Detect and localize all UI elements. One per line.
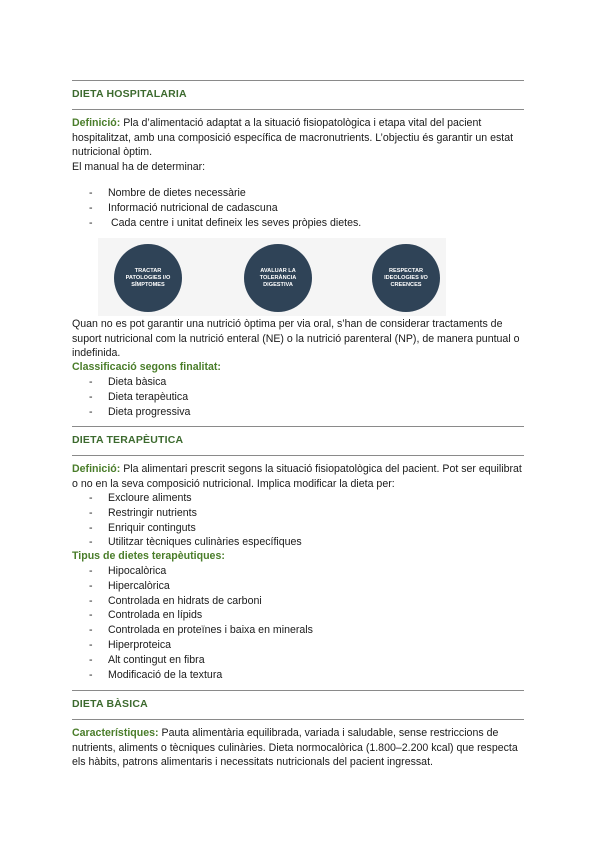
manual-intro: El manual ha de determinar: [72,161,206,173]
modify-list [72,491,302,550]
section-divider [72,80,524,81]
objective-circle: TRACTAR PATOLOGIES I/O SÍMPTOMES [114,244,182,312]
list-item: - Hipocalòrica [89,565,167,577]
section-divider [72,719,524,720]
objective-circle: RESPECTAR IDEOLOGIES I/O CREENCES [372,244,440,312]
list-item: - Dieta terapèutica [89,390,189,403]
section-title-dieta-basica: DIETA BÀSICA [72,698,148,710]
types-label: Tipus de dietes terapèutiques: [72,550,225,562]
characteristics-paragraph [72,726,524,770]
list-item: - Utilitzar tècniques culinàries específiques [89,536,302,549]
list-item: - Dieta bàsica [89,376,167,388]
characteristics-label: Característiques: [72,727,159,739]
manual-list [72,186,361,230]
definition-label: Definició: [72,117,121,129]
definition-text: Pla alimentari prescrit segons la situació fisiopatològica del pacient. Pot ser equilibrat o no en la seva composició nutricional. Implica modificar la dieta per: [72,463,522,490]
definition-paragraph [72,116,524,160]
list-item: - Enriquir continguts [89,521,196,534]
section-divider [72,426,524,427]
characteristics-text: Pauta alimentària equilibrada, variada i saludable, sense restriccions de nutrients, aliments o tècniques culinàries. Dieta normocalòrica (1.800–2.200 kcal) que respecta els hàbits, patrons alimentaris i necessitats nutricionals del pacient ingressat. [72,727,518,769]
list-item: - Excloure aliments [89,492,192,504]
list-item: - Restringir nutrients [89,506,197,519]
list-item: - Alt contingut en fibra [89,653,205,666]
types-list [72,564,313,682]
objectives-banner [98,238,446,316]
definition-paragraph [72,462,524,491]
section-divider [72,455,524,456]
list-item: - Controlada en hidrats de carboni [89,594,262,607]
list-item: - Cada centre i unitat defineix les seves pròpies dietes. [89,216,362,229]
list-item: - Controlada en lípids [89,609,203,622]
definition-label: Definició: [72,463,121,475]
definition-text: Pla d’alimentació adaptat a la situació fisiopatològica i etapa vital del pacient hospitalitzat, amb una composició específica de macronutrients. L’objectiu és garantir un estat nutricional òptim. [72,117,514,159]
list-item: - Modificació de la textura [89,668,223,681]
list-item: - Informació nutricional de cadascuna [89,201,278,214]
section-title-dieta-terapeutica: DIETA TERAPÈUTICA [72,434,184,446]
list-item: - Controlada en proteïnes i baixa en minerals [89,624,313,637]
objective-circle: AVALUAR LA TOLERÀNCIA DIGESTIVA [244,244,312,312]
list-item: - Hipercalòrica [89,579,170,592]
classification-label: Classificació segons finalitat: [72,361,221,373]
list-item: - Nombre de dietes necessàrie [89,187,246,199]
section-title-dieta-hospitalaria: DIETA HOSPITALARIA [72,88,187,100]
classification-list [72,375,190,419]
section-divider [72,109,524,110]
list-item: - Hiperproteica [89,638,172,651]
oral-support-paragraph: Quan no es pot garantir una nutrició òptima per via oral, s’han de considerar tractaments de suport nutricional com la nutrició enteral (NE) o la nutrició parenteral (NP), de manera puntual o indefinida. [72,318,520,360]
section-divider [72,690,524,691]
list-item: - Dieta progressiva [89,405,191,418]
